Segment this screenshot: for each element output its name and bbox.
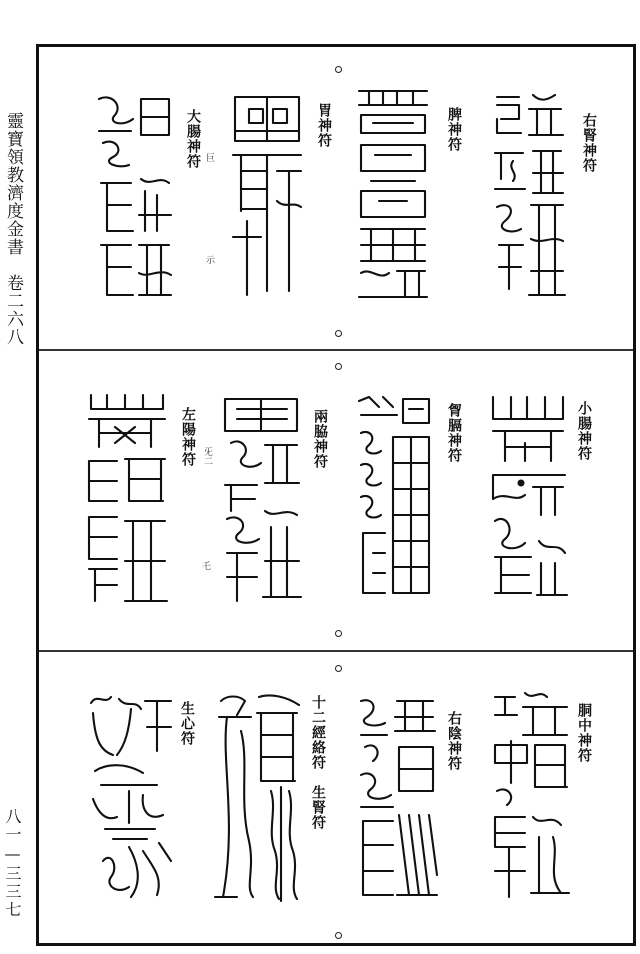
label-left-yang-talisman: 左陽神符 bbox=[180, 407, 196, 467]
talisman-stomach bbox=[227, 91, 307, 301]
label-two-flanks-talisman: 兩脇神符 bbox=[312, 409, 328, 469]
talisman-right-yin bbox=[353, 695, 439, 905]
binding-hole bbox=[335, 330, 342, 337]
book-title-margin: 靈寶領教濟度金書 卷二六八 bbox=[3, 112, 23, 346]
talisman-diaphragm bbox=[353, 393, 435, 603]
binding-hole bbox=[335, 932, 342, 939]
annotation-mark: 示 bbox=[206, 256, 216, 266]
page-number-margin: 八一—三三七 bbox=[3, 808, 22, 919]
label-generate-kidney-talisman: 生腎符 bbox=[310, 785, 326, 830]
talisman-left-yang bbox=[81, 391, 173, 605]
annotation-mark: 巨 bbox=[206, 154, 216, 164]
binding-hole bbox=[335, 363, 342, 370]
label-small-intestine-talisman: 小腸神符 bbox=[576, 401, 592, 461]
binding-hole bbox=[335, 665, 342, 672]
page-frame bbox=[36, 44, 636, 946]
label-stomach-talisman: 胃神符 bbox=[316, 103, 332, 148]
panel-divider-2 bbox=[39, 650, 633, 652]
talisman-spleen bbox=[353, 85, 433, 305]
label-twelve-meridians-talisman: 十二經絡符 bbox=[310, 695, 326, 770]
annotation-mark: 旡二 bbox=[202, 447, 212, 465]
binding-hole bbox=[335, 630, 342, 637]
label-large-intestine-talisman: 大腸神符 bbox=[185, 109, 201, 169]
label-diaphragm-talisman: 胷膈神符 bbox=[446, 403, 462, 463]
binding-hole bbox=[335, 66, 342, 73]
label-generate-heart-talisman: 生心符 bbox=[179, 701, 195, 746]
talisman-small-intestine bbox=[485, 391, 571, 601]
label-right-yin-talisman: 右陰神符 bbox=[446, 711, 462, 771]
talisman-right-kidney bbox=[489, 89, 569, 311]
talisman-twelve-meridians bbox=[211, 691, 307, 905]
label-spleen-talisman: 脾神符 bbox=[446, 107, 462, 152]
talisman-generate-heart bbox=[83, 691, 179, 901]
talisman-two-flanks bbox=[217, 391, 307, 605]
talisman-large-intestine bbox=[93, 91, 175, 301]
annotation-mark: 乇 bbox=[202, 562, 212, 572]
label-trunk-center-talisman: 胴中神符 bbox=[576, 703, 592, 763]
talisman-trunk-center bbox=[487, 687, 571, 903]
panel-divider-1 bbox=[39, 349, 633, 351]
label-right-kidney-talisman: 右腎神符 bbox=[581, 113, 597, 173]
